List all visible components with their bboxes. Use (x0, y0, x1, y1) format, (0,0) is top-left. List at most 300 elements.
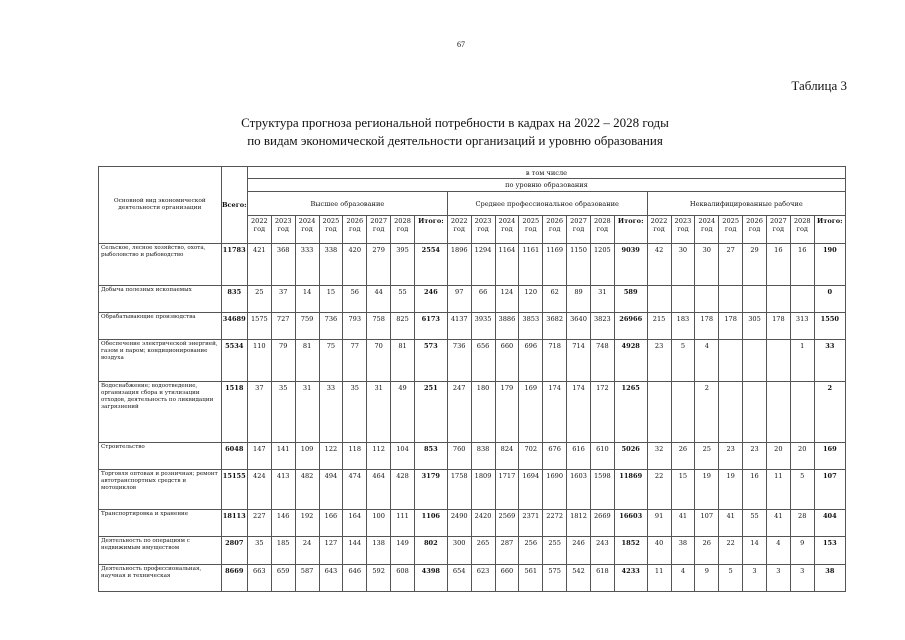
cell-unskilled-year: 27 (719, 244, 743, 286)
cell-secondary-year: 174 (567, 382, 591, 443)
cell-higher-year: 24 (295, 537, 319, 564)
header-year: 2022 год (447, 216, 471, 244)
table-row (99, 443, 846, 470)
cell-higher-year: 55 (391, 285, 415, 312)
cell-unskilled-year: 41 (671, 510, 695, 537)
document-title (150, 114, 760, 150)
cell-unskilled-year: 15 (671, 470, 695, 510)
table-row (99, 470, 846, 510)
cell-unskilled-year: 23 (647, 340, 671, 382)
cell-unskilled-year: 5 (671, 340, 695, 382)
cell-higher-year: 127 (319, 537, 343, 564)
cell-secondary-year: 1169 (543, 244, 567, 286)
cell-unskilled-year: 5 (719, 564, 743, 591)
cell-secondary-year: 575 (543, 564, 567, 591)
cell-activity: Деятельность по операциям с недвижимым имуществом (99, 537, 222, 564)
cell-unskilled-total: 33 (814, 340, 845, 382)
cell-total: 1518 (221, 382, 247, 443)
cell-unskilled-total: 404 (814, 510, 845, 537)
cell-higher-year: 77 (343, 340, 367, 382)
header-activity: Основной вид экономической деятельности организации (99, 167, 222, 244)
cell-unskilled-year (671, 285, 695, 312)
cell-secondary-year: 3823 (590, 313, 614, 340)
cell-unskilled-year: 28 (790, 510, 814, 537)
cell-activity: Обеспечение электрической энергией, газом и паром; кондиционирование воздуха (99, 340, 222, 382)
header-year: 2022 год (647, 216, 671, 244)
header-year: 2027 год (567, 216, 591, 244)
cell-higher-year: 81 (295, 340, 319, 382)
cell-secondary-year: 1717 (495, 470, 519, 510)
cell-higher-year: 608 (391, 564, 415, 591)
table-body (99, 244, 846, 592)
cell-unskilled-year: 4 (695, 340, 719, 382)
cell-unskilled-year (790, 285, 814, 312)
cell-secondary-year: 748 (590, 340, 614, 382)
header-year: 2026 год (543, 216, 567, 244)
cell-activity: Строительство (99, 443, 222, 470)
cell-secondary-year: 1812 (567, 510, 591, 537)
cell-activity: Деятельность профессиональная, научная и техническая (99, 564, 222, 591)
cell-higher-year: 736 (319, 313, 343, 340)
cell-secondary-year: 2371 (519, 510, 543, 537)
table-row (99, 244, 846, 286)
header-year: 2027 год (367, 216, 391, 244)
cell-secondary-year: 2420 (471, 510, 495, 537)
cell-unskilled-year: 107 (695, 510, 719, 537)
cell-higher-total: 251 (414, 382, 447, 443)
cell-higher-year: 35 (247, 537, 271, 564)
cell-higher-year: 659 (271, 564, 295, 591)
cell-unskilled-year: 41 (719, 510, 743, 537)
header-year: 2022 год (247, 216, 271, 244)
cell-unskilled-year (671, 382, 695, 443)
cell-total: 11783 (221, 244, 247, 286)
cell-higher-year: 643 (319, 564, 343, 591)
header-year: 2028 год (590, 216, 614, 244)
cell-secondary-year: 97 (447, 285, 471, 312)
title-line-2: по видам экономической деятельности организаций и уровню образования (247, 133, 663, 148)
cell-secondary-year: 3853 (519, 313, 543, 340)
cell-unskilled-year: 30 (695, 244, 719, 286)
header-year: 2025 год (519, 216, 543, 244)
cell-unskilled-year (743, 340, 767, 382)
cell-higher-year: 104 (391, 443, 415, 470)
cell-higher-total: 802 (414, 537, 447, 564)
cell-unskilled-year: 1 (790, 340, 814, 382)
cell-unskilled-year: 14 (743, 537, 767, 564)
cell-secondary-year: 3640 (567, 313, 591, 340)
cell-unskilled-year: 22 (719, 537, 743, 564)
cell-activity: Сельское, лесное хозяйство, охота, рыболовство и рыбоводство (99, 244, 222, 286)
cell-total: 835 (221, 285, 247, 312)
cell-secondary-year: 247 (447, 382, 471, 443)
cell-unskilled-year: 91 (647, 510, 671, 537)
cell-higher-year: 413 (271, 470, 295, 510)
cell-unskilled-year (695, 285, 719, 312)
cell-secondary-year: 243 (590, 537, 614, 564)
cell-secondary-year: 561 (519, 564, 543, 591)
cell-unskilled-year: 5 (790, 470, 814, 510)
cell-unskilled-year (743, 382, 767, 443)
cell-unskilled-year (766, 340, 790, 382)
cell-unskilled-total: 169 (814, 443, 845, 470)
cell-higher-year: 31 (295, 382, 319, 443)
cell-higher-year: 33 (319, 382, 343, 443)
cell-secondary-year: 1603 (567, 470, 591, 510)
cell-unskilled-year: 4 (766, 537, 790, 564)
cell-unskilled-year (719, 382, 743, 443)
cell-secondary-total: 1265 (614, 382, 647, 443)
cell-higher-year: 75 (319, 340, 343, 382)
cell-unskilled-year: 55 (743, 510, 767, 537)
cell-higher-year: 592 (367, 564, 391, 591)
cell-secondary-year: 702 (519, 443, 543, 470)
cell-secondary-year: 287 (495, 537, 519, 564)
cell-secondary-year: 265 (471, 537, 495, 564)
cell-unskilled-year: 41 (766, 510, 790, 537)
cell-unskilled-year (743, 285, 767, 312)
cell-unskilled-year: 19 (719, 470, 743, 510)
cell-higher-year: 141 (271, 443, 295, 470)
cell-secondary-year: 1205 (590, 244, 614, 286)
cell-secondary-year: 824 (495, 443, 519, 470)
cell-higher-year: 79 (271, 340, 295, 382)
cell-unskilled-year: 25 (695, 443, 719, 470)
cell-total: 18113 (221, 510, 247, 537)
cell-higher-total: 4398 (414, 564, 447, 591)
cell-higher-year: 663 (247, 564, 271, 591)
cell-secondary-year: 89 (567, 285, 591, 312)
cell-unskilled-year (766, 285, 790, 312)
cell-higher-year: 793 (343, 313, 367, 340)
cell-secondary-year: 1694 (519, 470, 543, 510)
cell-secondary-total: 589 (614, 285, 647, 312)
cell-secondary-year: 256 (519, 537, 543, 564)
cell-secondary-year: 179 (495, 382, 519, 443)
header-year: 2024 год (495, 216, 519, 244)
cell-higher-year: 758 (367, 313, 391, 340)
cell-total: 6048 (221, 443, 247, 470)
cell-higher-total: 246 (414, 285, 447, 312)
cell-unskilled-year: 29 (743, 244, 767, 286)
cell-secondary-year: 760 (447, 443, 471, 470)
header-group: Высшее образование (247, 192, 447, 216)
cell-higher-year: 138 (367, 537, 391, 564)
header-subtotal: Итого: (614, 216, 647, 244)
cell-unskilled-year: 23 (743, 443, 767, 470)
cell-higher-year: 15 (319, 285, 343, 312)
header-subtotal: Итого: (814, 216, 845, 244)
cell-activity: Добыча полезных ископаемых (99, 285, 222, 312)
page-number: 67 (457, 40, 465, 49)
cell-higher-year: 35 (343, 382, 367, 443)
cell-secondary-year: 62 (543, 285, 567, 312)
cell-secondary-year: 2669 (590, 510, 614, 537)
cell-higher-year: 144 (343, 537, 367, 564)
cell-unskilled-year: 215 (647, 313, 671, 340)
cell-unskilled-total: 2 (814, 382, 845, 443)
cell-secondary-year: 2490 (447, 510, 471, 537)
cell-secondary-year: 180 (471, 382, 495, 443)
header-year: 2023 год (271, 216, 295, 244)
cell-unskilled-year: 20 (766, 443, 790, 470)
cell-secondary-year: 2569 (495, 510, 519, 537)
cell-unskilled-year: 11 (766, 470, 790, 510)
cell-secondary-year: 838 (471, 443, 495, 470)
table-row (99, 340, 846, 382)
cell-higher-year: 421 (247, 244, 271, 286)
cell-secondary-total: 26966 (614, 313, 647, 340)
cell-higher-year: 424 (247, 470, 271, 510)
cell-higher-year: 368 (271, 244, 295, 286)
cell-secondary-year: 3935 (471, 313, 495, 340)
cell-higher-year: 49 (391, 382, 415, 443)
cell-unskilled-year: 19 (695, 470, 719, 510)
header-year: 2024 год (295, 216, 319, 244)
cell-total: 2807 (221, 537, 247, 564)
cell-unskilled-year (719, 285, 743, 312)
cell-secondary-year: 174 (543, 382, 567, 443)
cell-secondary-year: 246 (567, 537, 591, 564)
header-total: Всего: (221, 167, 247, 244)
cell-secondary-year: 618 (590, 564, 614, 591)
table-label: Таблица 3 (791, 78, 847, 93)
cell-unskilled-year: 178 (719, 313, 743, 340)
cell-secondary-year: 616 (567, 443, 591, 470)
table-row (99, 510, 846, 537)
cell-unskilled-year: 23 (719, 443, 743, 470)
cell-secondary-total: 16603 (614, 510, 647, 537)
cell-unskilled-year: 3 (743, 564, 767, 591)
cell-total: 15155 (221, 470, 247, 510)
cell-secondary-total: 11869 (614, 470, 647, 510)
cell-higher-year: 112 (367, 443, 391, 470)
cell-higher-year: 110 (247, 340, 271, 382)
cell-secondary-year: 3886 (495, 313, 519, 340)
cell-unskilled-year: 11 (647, 564, 671, 591)
cell-higher-year: 35 (271, 382, 295, 443)
cell-unskilled-year: 313 (790, 313, 814, 340)
header-year: 2028 год (790, 216, 814, 244)
header-year: 2027 год (766, 216, 790, 244)
cell-unskilled-year: 16 (790, 244, 814, 286)
cell-higher-year: 420 (343, 244, 367, 286)
cell-secondary-year: 3682 (543, 313, 567, 340)
cell-secondary-year: 1161 (519, 244, 543, 286)
cell-secondary-year: 120 (519, 285, 543, 312)
cell-higher-year: 100 (367, 510, 391, 537)
cell-higher-year: 587 (295, 564, 319, 591)
cell-secondary-year: 255 (543, 537, 567, 564)
header-subtotal: Итого: (414, 216, 447, 244)
cell-unskilled-year: 178 (695, 313, 719, 340)
cell-unskilled-year: 4 (671, 564, 695, 591)
cell-unskilled-year: 26 (695, 537, 719, 564)
cell-unskilled-total: 0 (814, 285, 845, 312)
cell-higher-year: 395 (391, 244, 415, 286)
cell-secondary-year: 696 (519, 340, 543, 382)
cell-secondary-year: 656 (471, 340, 495, 382)
header-year: 2026 год (743, 216, 767, 244)
cell-higher-year: 25 (247, 285, 271, 312)
cell-higher-year: 464 (367, 470, 391, 510)
cell-higher-year: 118 (343, 443, 367, 470)
cell-higher-total: 2554 (414, 244, 447, 286)
table-row (99, 564, 846, 591)
cell-secondary-year: 623 (471, 564, 495, 591)
cell-higher-year: 14 (295, 285, 319, 312)
cell-unskilled-total: 153 (814, 537, 845, 564)
cell-unskilled-year (790, 382, 814, 443)
cell-higher-year: 227 (247, 510, 271, 537)
cell-secondary-year: 169 (519, 382, 543, 443)
cell-unskilled-year (766, 382, 790, 443)
cell-secondary-year: 2272 (543, 510, 567, 537)
cell-higher-total: 6173 (414, 313, 447, 340)
cell-unskilled-year: 16 (743, 470, 767, 510)
cell-higher-year: 81 (391, 340, 415, 382)
cell-higher-year: 70 (367, 340, 391, 382)
cell-activity: Обрабатывающие производства (99, 313, 222, 340)
header-year: 2026 год (343, 216, 367, 244)
header-year: 2023 год (671, 216, 695, 244)
cell-unskilled-year (719, 340, 743, 382)
cell-unskilled-total: 38 (814, 564, 845, 591)
header-year: 2025 год (319, 216, 343, 244)
cell-total: 8669 (221, 564, 247, 591)
cell-higher-year: 333 (295, 244, 319, 286)
cell-higher-year: 166 (319, 510, 343, 537)
cell-secondary-year: 610 (590, 443, 614, 470)
cell-total: 34689 (221, 313, 247, 340)
cell-secondary-year: 1896 (447, 244, 471, 286)
cell-secondary-year: 714 (567, 340, 591, 382)
cell-secondary-year: 1758 (447, 470, 471, 510)
cell-secondary-total: 1852 (614, 537, 647, 564)
cell-higher-total: 853 (414, 443, 447, 470)
header-by-level: по уровню образования (247, 179, 845, 192)
cell-unskilled-total: 1550 (814, 313, 845, 340)
cell-higher-year: 56 (343, 285, 367, 312)
cell-higher-year: 149 (391, 537, 415, 564)
cell-unskilled-year: 183 (671, 313, 695, 340)
cell-higher-year: 494 (319, 470, 343, 510)
cell-secondary-year: 66 (471, 285, 495, 312)
cell-unskilled-year: 32 (647, 443, 671, 470)
cell-secondary-total: 9039 (614, 244, 647, 286)
cell-unskilled-year: 305 (743, 313, 767, 340)
cell-secondary-year: 660 (495, 564, 519, 591)
cell-unskilled-total: 107 (814, 470, 845, 510)
cell-secondary-year: 542 (567, 564, 591, 591)
header-year: 2023 год (471, 216, 495, 244)
table-header (99, 167, 846, 244)
cell-activity: Транспортировка и хранение (99, 510, 222, 537)
cell-higher-year: 122 (319, 443, 343, 470)
cell-total: 5534 (221, 340, 247, 382)
header-group: Среднее профессиональное образование (447, 192, 647, 216)
cell-unskilled-year: 30 (671, 244, 695, 286)
header-year: 2025 год (719, 216, 743, 244)
cell-higher-year: 338 (319, 244, 343, 286)
cell-unskilled-year: 38 (671, 537, 695, 564)
table-row (99, 313, 846, 340)
cell-secondary-year: 676 (543, 443, 567, 470)
title-line-1: Структура прогноза региональной потребности в кадрах на 2022 – 2028 годы (241, 115, 669, 130)
cell-secondary-year: 1809 (471, 470, 495, 510)
cell-unskilled-year: 9 (695, 564, 719, 591)
cell-higher-year: 727 (271, 313, 295, 340)
header-year: 2024 год (695, 216, 719, 244)
cell-secondary-total: 4928 (614, 340, 647, 382)
cell-secondary-year: 172 (590, 382, 614, 443)
cell-higher-year: 192 (295, 510, 319, 537)
cell-unskilled-year: 3 (790, 564, 814, 591)
cell-higher-year: 37 (271, 285, 295, 312)
cell-unskilled-year: 2 (695, 382, 719, 443)
cell-secondary-year: 654 (447, 564, 471, 591)
cell-higher-total: 1106 (414, 510, 447, 537)
cell-higher-year: 147 (247, 443, 271, 470)
cell-higher-year: 646 (343, 564, 367, 591)
cell-secondary-year: 124 (495, 285, 519, 312)
cell-higher-year: 146 (271, 510, 295, 537)
cell-higher-year: 111 (391, 510, 415, 537)
cell-unskilled-year: 9 (790, 537, 814, 564)
cell-higher-year: 37 (247, 382, 271, 443)
cell-unskilled-year: 26 (671, 443, 695, 470)
cell-higher-year: 44 (367, 285, 391, 312)
table-row (99, 285, 846, 312)
cell-higher-total: 3179 (414, 470, 447, 510)
cell-higher-year: 279 (367, 244, 391, 286)
demand-table (98, 166, 846, 592)
cell-secondary-year: 718 (543, 340, 567, 382)
table-row (99, 537, 846, 564)
cell-higher-year: 164 (343, 510, 367, 537)
cell-unskilled-year: 3 (766, 564, 790, 591)
cell-unskilled-total: 190 (814, 244, 845, 286)
cell-secondary-year: 1690 (543, 470, 567, 510)
cell-higher-year: 109 (295, 443, 319, 470)
cell-secondary-year: 4137 (447, 313, 471, 340)
cell-activity: Водоснабжение; водоотведение, организация сбора и утилизации отходов, деятельность по ликвидации загрязнений (99, 382, 222, 443)
cell-secondary-total: 4233 (614, 564, 647, 591)
cell-secondary-year: 1294 (471, 244, 495, 286)
cell-unskilled-year: 16 (766, 244, 790, 286)
cell-unskilled-year (647, 382, 671, 443)
cell-higher-year: 31 (367, 382, 391, 443)
cell-secondary-year: 31 (590, 285, 614, 312)
cell-unskilled-year (647, 285, 671, 312)
cell-unskilled-year: 22 (647, 470, 671, 510)
cell-unskilled-year: 42 (647, 244, 671, 286)
cell-higher-year: 759 (295, 313, 319, 340)
cell-unskilled-year: 40 (647, 537, 671, 564)
cell-higher-year: 482 (295, 470, 319, 510)
cell-higher-year: 428 (391, 470, 415, 510)
header-year: 2028 год (391, 216, 415, 244)
cell-activity: Торговля оптовая и розничная; ремонт автотранспортных средств и мотоциклов (99, 470, 222, 510)
cell-unskilled-year: 178 (766, 313, 790, 340)
cell-secondary-year: 1164 (495, 244, 519, 286)
cell-unskilled-year: 20 (790, 443, 814, 470)
cell-secondary-year: 736 (447, 340, 471, 382)
header-group: Неквалифицированные рабочие (647, 192, 845, 216)
cell-secondary-year: 1150 (567, 244, 591, 286)
cell-secondary-year: 300 (447, 537, 471, 564)
header-including: в том числе (247, 167, 845, 179)
